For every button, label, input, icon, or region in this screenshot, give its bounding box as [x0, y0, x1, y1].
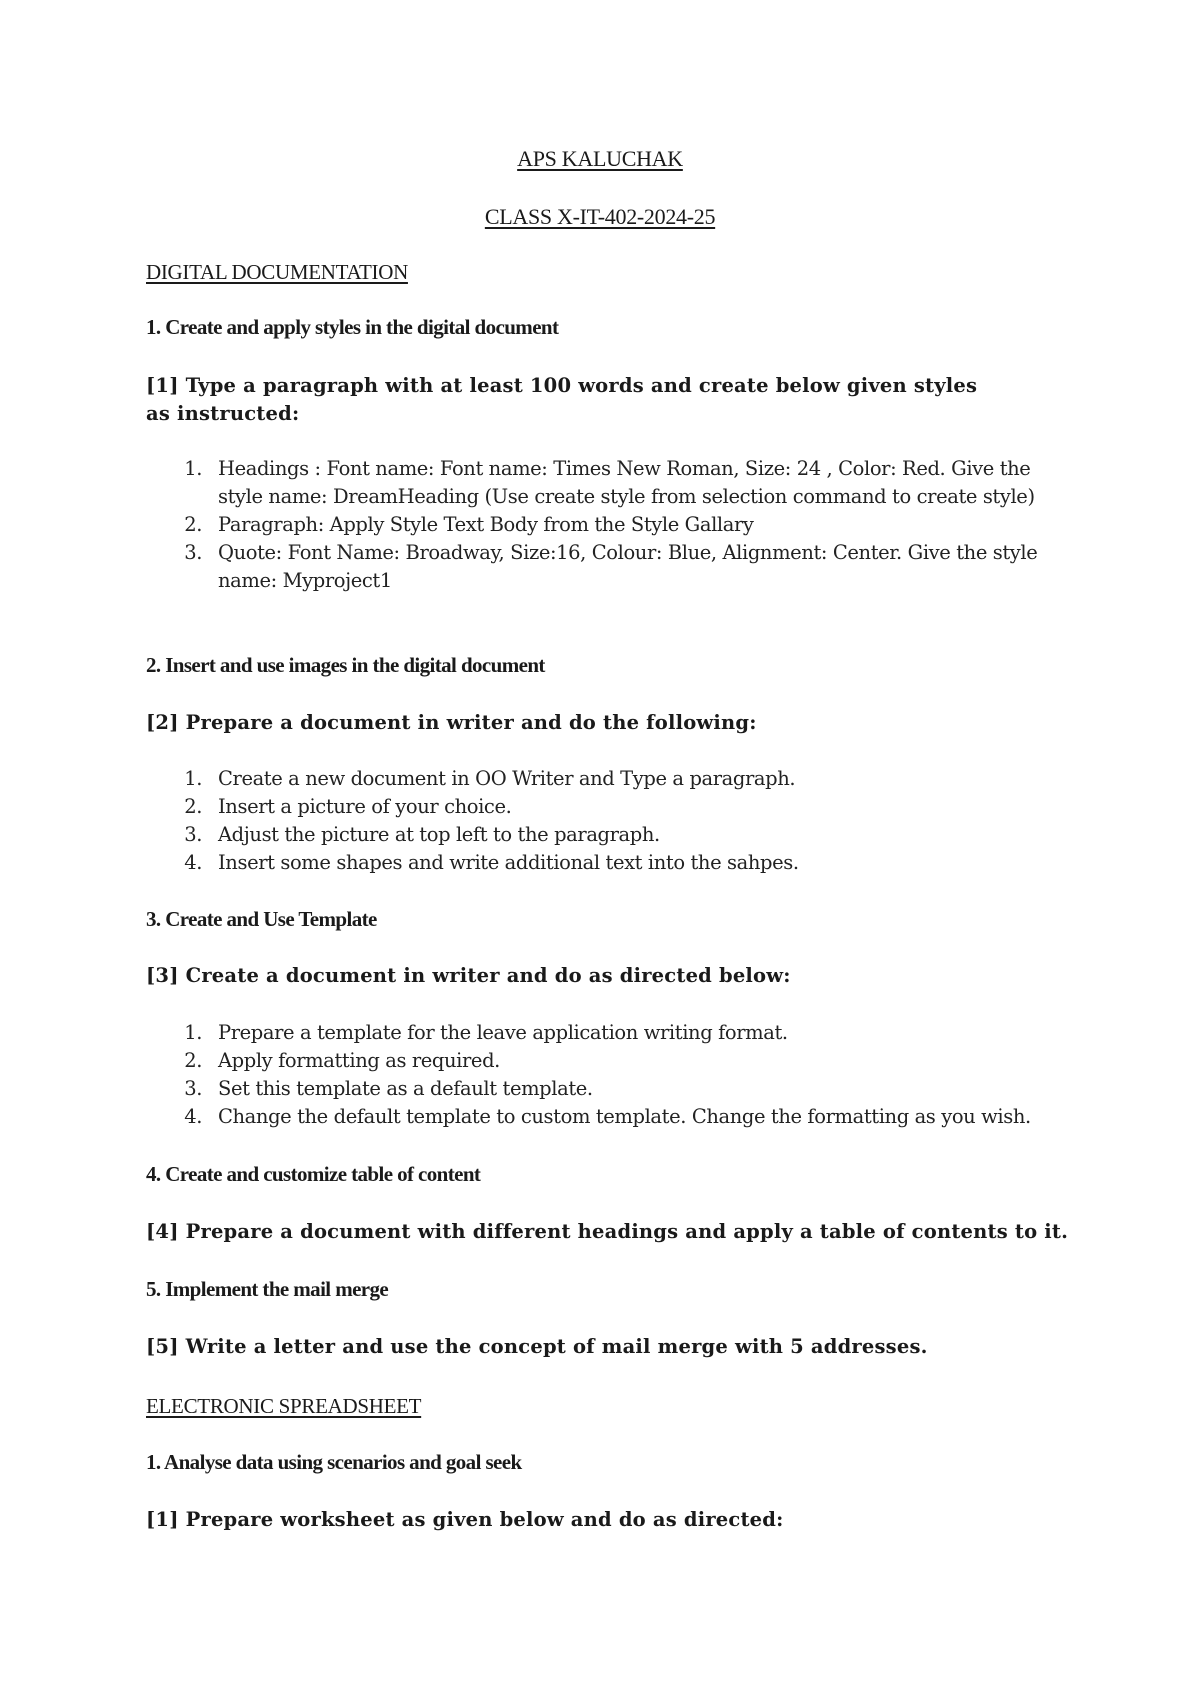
list-item: 2. Insert a picture of your choice. [184, 795, 512, 818]
numbered-list [0, 765, 1200, 877]
list-item: 4. Change the default template to custom template. Change the formatting as you wish. [184, 1105, 1031, 1128]
list-item: 2. Paragraph: Apply Style Text Body from the Style Gallary [184, 513, 754, 536]
section-heading-digital-documentation: DIGITAL DOCUMENTATION [146, 260, 408, 284]
topic-title: 3. Create and Use Template [146, 907, 377, 931]
list-item: 1. Prepare a template for the leave application writing format. [184, 1021, 788, 1044]
list-item: 2. Apply formatting as required. [184, 1049, 500, 1072]
task-instruction: [2] Prepare a document in writer and do the following: [146, 711, 757, 734]
topic-title: 2. Insert and use images in the digital document [146, 653, 545, 677]
topic-title: 1. Analyse data using scenarios and goal seek [146, 1450, 522, 1474]
task-instruction: [5] Write a letter and use the concept of mail merge with 5 addresses. [146, 1335, 928, 1358]
section-heading-electronic-spreadsheet: ELECTRONIC SPREADSHEET [146, 1394, 422, 1418]
class-title: CLASS X-IT-402-2024-25 [484, 204, 716, 229]
topic-title: 4. Create and customize table of content [146, 1162, 481, 1186]
list-item: 4. Insert some shapes and write additional text into the sahpes. [184, 851, 799, 874]
task-instruction: [3] Create a document in writer and do as directed below: [146, 964, 791, 987]
list-item: 3. Adjust the picture at top left to the paragraph. [184, 823, 660, 846]
list-item: 1. Create a new document in OO Writer and Type a paragraph. [184, 767, 796, 790]
list-item: 3. Set this template as a default template. [184, 1077, 593, 1100]
numbered-list [0, 1019, 1200, 1131]
list-item: 3. Quote: Font Name: Broadway, Size:16, Colour: Blue, Alignment: Center. Give the style name: Myproject1 [184, 541, 1038, 592]
task-instruction: [1] Type a paragraph with at least 100 words and create below given styles as instructed: [146, 374, 978, 425]
task-instruction: [1] Prepare worksheet as given below and do as directed: [146, 1508, 784, 1531]
numbered-list [0, 455, 1200, 595]
school-title: APS KALUCHAK [517, 146, 683, 171]
topic-title: 1. Create and apply styles in the digital document [146, 315, 559, 339]
task-instruction: [4] Prepare a document with different headings and apply a table of contents to it. [146, 1220, 1069, 1243]
list-item: 1. Headings : Font name: Font name: Times New Roman, Size: 24 , Color: Red. Give the style name: DreamHeading (Use create style from selection command to create style) [184, 457, 1035, 508]
topic-title: 5. Implement the mail merge [146, 1277, 389, 1301]
